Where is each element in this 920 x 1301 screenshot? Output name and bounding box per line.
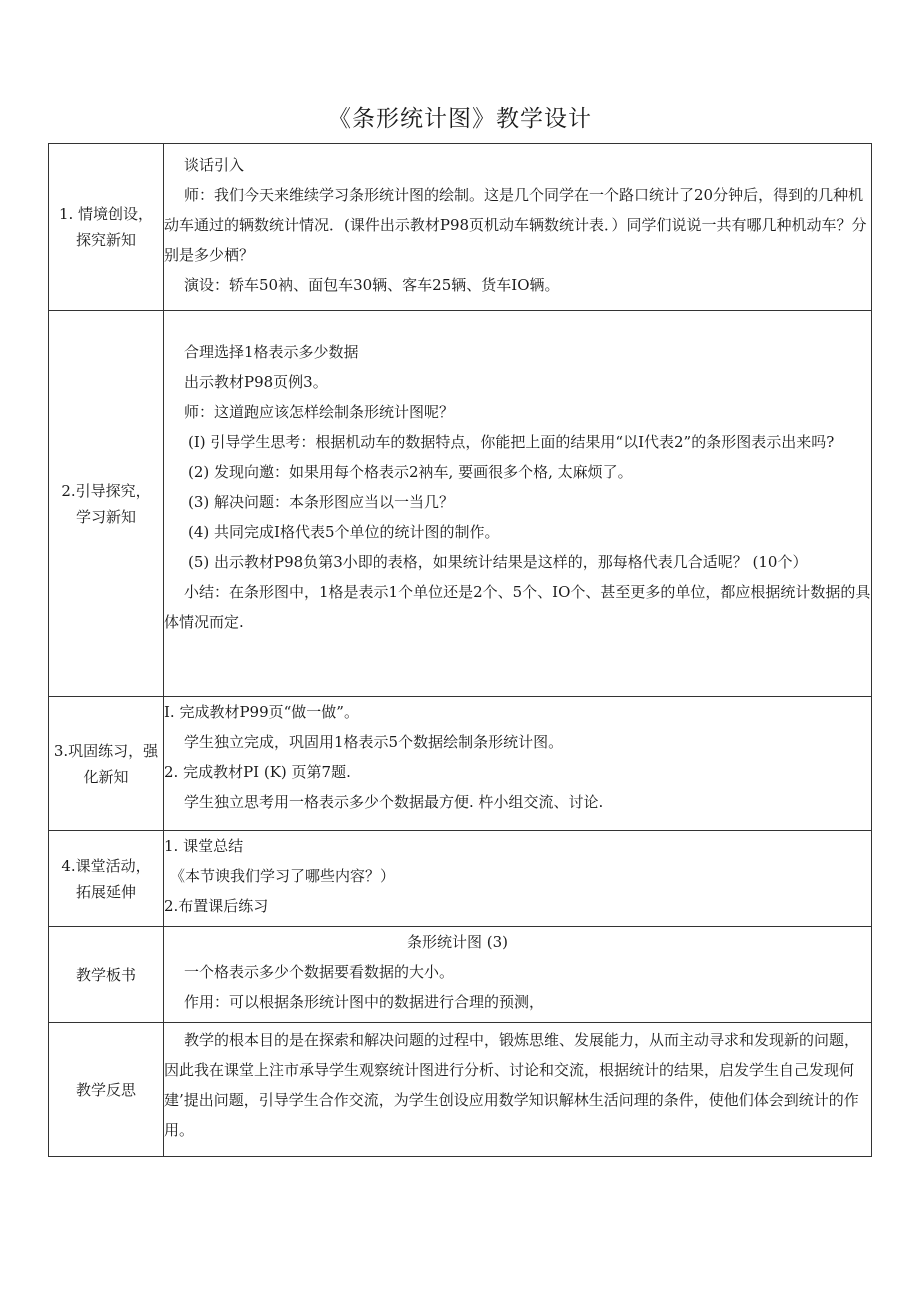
label-line: 1. 情境创设， bbox=[58, 205, 154, 223]
row-content bbox=[164, 1023, 872, 1157]
list-item: (5) 出示教材P98负第3小即的表格，如果统计结果是这样的，那每格代表几合适呢？ (10个） bbox=[188, 553, 808, 571]
row-label bbox=[49, 1023, 164, 1157]
section-heading: 合理选择1格表示多少数据 bbox=[184, 343, 359, 361]
row-content bbox=[164, 831, 872, 927]
paragraph: 《本节谀我们学习了哪些内容？） bbox=[170, 867, 396, 885]
row-content bbox=[164, 311, 872, 697]
list-item: (3) 解决问题：本条形图应当以一当几？ bbox=[188, 493, 455, 511]
table-row bbox=[49, 927, 872, 1023]
board-heading: 条形统计图 (3) bbox=[406, 933, 509, 951]
label-line: 3.巩固练习，强 bbox=[53, 741, 159, 760]
row-label bbox=[49, 927, 164, 1023]
row-label bbox=[49, 831, 164, 927]
summary-paragraph: 小结：在条形图中，1格是表示1个单位还是2个、5个、IO个、甚至更多的单位，都应根据统计数据的具体情况而定. bbox=[164, 583, 871, 631]
list-item: I. 完成教材P99页“做一做”。 bbox=[164, 703, 359, 721]
paragraph: 学生独立思考用一格表示多少个数据最方便. 杵小组交流、讨论. bbox=[184, 793, 604, 811]
document-title: 《条形统计图》教学设计 bbox=[328, 106, 592, 132]
section-heading: 谈话引入 bbox=[184, 156, 245, 174]
list-item: 2.布置课后练习 bbox=[164, 897, 269, 915]
lesson-plan-table bbox=[48, 143, 872, 1157]
row-content bbox=[164, 697, 872, 831]
row-label bbox=[49, 697, 164, 831]
label-line: 2.引导探究， bbox=[61, 481, 151, 500]
row-content bbox=[164, 144, 872, 311]
label-line: 学习新知 bbox=[75, 507, 136, 526]
list-item: (I) 引导学生思考：根据机动车的数据特点，你能把上面的结果用“以I代表2”的条形图表示出来吗? bbox=[188, 433, 835, 451]
list-item: 2. 完成教材PI (K) 页第7题. bbox=[164, 763, 351, 781]
paragraph: 师：这道跑应该怎样绘制条形统计图呢？ bbox=[184, 403, 455, 421]
list-item: 1. 课堂总结 bbox=[164, 837, 244, 855]
paragraph: 演设：轿车50衲、面包车30辆、客车25辆、货车IO辆。 bbox=[184, 276, 560, 294]
paragraph: 教学的根本目的是在探索和解决问题的过程中，锻炼思维、发展能力，从而主动寻求和发现新的问题，因此我在课堂上注市承导学生观察统计图进行分析、讨论和交流，根据统计的结果，启发学生自己发现何建’提出问题，引导学生合作交流，为学生创设应用数学知识解林生活问理的条件，使他们体会到统计的作用。 bbox=[164, 1031, 860, 1139]
table-row bbox=[49, 831, 872, 927]
list-item: (4) 共同完成I格代表5个单位的统计图的制作。 bbox=[188, 523, 500, 541]
table-row bbox=[49, 697, 872, 831]
paragraph: 一个格表示多少个数据要看数据的大小。 bbox=[184, 963, 455, 981]
label-line: 化新知 bbox=[83, 767, 129, 786]
paragraph: 出示教材P98页例3。 bbox=[184, 373, 328, 391]
row-content bbox=[164, 927, 872, 1023]
table-row bbox=[49, 311, 872, 697]
row-label bbox=[49, 311, 164, 697]
label-line: 教学反思 bbox=[75, 1080, 136, 1099]
label-line: 拓展延伸 bbox=[75, 882, 136, 901]
table-row bbox=[49, 1023, 872, 1157]
paragraph: 学生独立完成，巩固用1格表示5个数据绘制条形统计图。 bbox=[184, 733, 564, 751]
table-row bbox=[49, 144, 872, 311]
label-line: 探究新知 bbox=[75, 231, 136, 249]
row-label bbox=[49, 144, 164, 311]
list-item: (2) 发现向邀：如果用每个格表示2衲车, 要画很多个格, 太麻烦了。 bbox=[188, 463, 633, 481]
label-line: 4.课堂活动， bbox=[61, 856, 151, 875]
paragraph: 师：我们今天来维续学习条形统计图的绘制。这是几个同学在一个路口统计了20分钟后，得到的几种机动车通过的辆数统计情况．(课件出示教材P98页机动车辆数统计表．）同学们说说一共有哪几种机动车？分别是多少栖？ bbox=[164, 186, 867, 264]
label-line: 教学板书 bbox=[75, 965, 136, 984]
paragraph: 作用：可以根据条形统计图中的数据进行合理的预测， bbox=[184, 993, 545, 1011]
